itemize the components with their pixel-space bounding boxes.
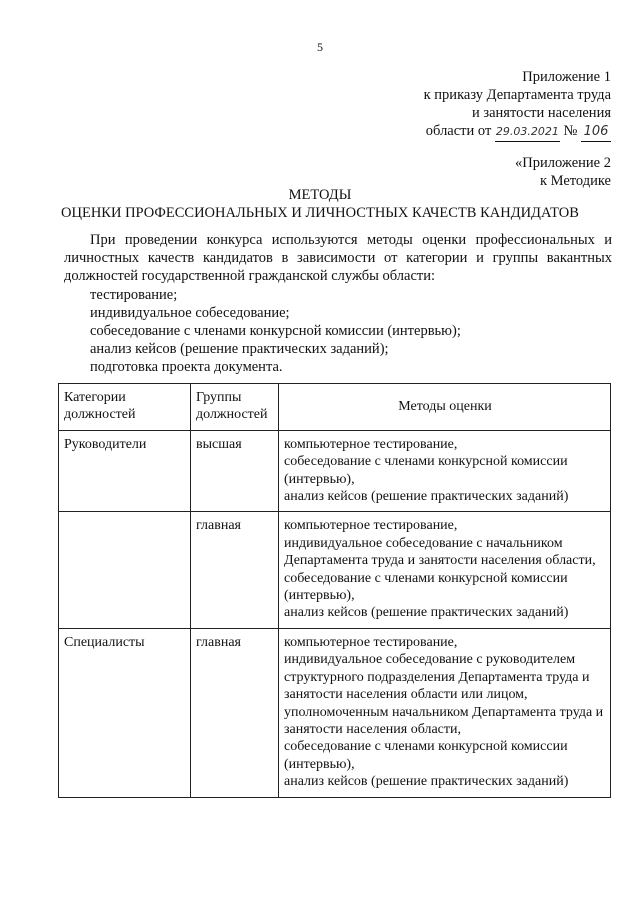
cell-category: Специалисты [59, 628, 191, 797]
annex2-line1: «Приложение 2 [515, 155, 611, 171]
method-line: компьютерное тестирование, [284, 634, 458, 650]
table-row [59, 628, 611, 797]
table-row [59, 430, 611, 512]
table-header-row [59, 384, 611, 431]
cell-methods [279, 628, 611, 797]
cell-category: Руководители [59, 430, 191, 512]
list-item: анализ кейсов (решение практических заданий); [90, 341, 389, 358]
cell-group: главная [191, 512, 279, 628]
document-title [0, 186, 640, 222]
method-line: анализ кейсов (решение практических заданий) [284, 605, 569, 621]
method-line: компьютерное тестирование, [284, 518, 458, 534]
header-category: Категории должностей [59, 384, 191, 431]
method-line: собеседование с членами конкурсной комиссии (интервью), [284, 739, 568, 772]
methods-list [64, 286, 612, 377]
method-line: собеседование с членами конкурсной комиссии (интервью), [284, 454, 568, 487]
cell-methods [279, 430, 611, 512]
order-date: 29.03.2021 [495, 123, 560, 142]
list-item: подготовка проекта документа. [90, 359, 283, 376]
number-sign: № [563, 123, 578, 139]
annex2-header [515, 154, 611, 190]
list-item: тестирование; [90, 286, 178, 303]
method-line: анализ кейсов (решение практических заданий) [284, 774, 569, 790]
title-line2: ОЦЕНКИ ПРОФЕССИОНАЛЬНЫХ И ЛИЧНОСТНЫХ КАЧЕСТВ КАНДИДАТОВ [61, 205, 579, 221]
annex1-line4-prefix: области от [425, 123, 492, 139]
method-line: анализ кейсов (решение практических заданий) [284, 489, 569, 505]
annex1-line4 [424, 122, 611, 142]
cell-methods [279, 512, 611, 628]
method-line: индивидуальное собеседование с руководителем структурного подразделения Департамента труда и занятости населения области или лицом, уполномоченным начальником Департамента труда и занятости населения области, [284, 652, 604, 737]
method-line: собеседование с членами конкурсной комиссии (интервью), [284, 570, 568, 604]
annex2-line2: к Методике [539, 173, 611, 189]
list-item: индивидуальное собеседование; [90, 304, 290, 321]
cell-group: высшая [191, 430, 279, 512]
methods-table [58, 383, 611, 798]
annex1-line2: к приказу Департамента труда [423, 87, 611, 103]
page-number: 5 [317, 40, 323, 54]
annex1-line3: и занятости населения [472, 105, 611, 121]
cell-category [59, 512, 191, 628]
method-line: индивидуальное собеседование с начальником Департамента труда и занятости населения области, [284, 535, 596, 569]
annex1-header [424, 68, 611, 142]
intro-section [64, 231, 612, 377]
annex1-line1: Приложение 1 [522, 69, 611, 85]
header-group: Группы должностей [191, 384, 279, 431]
table-row [59, 512, 611, 628]
order-number: 106 [581, 123, 611, 142]
title-line1: МЕТОДЫ [288, 187, 352, 203]
list-item: собеседование с членами конкурсной комиссии (интервью); [90, 323, 461, 340]
method-line: компьютерное тестирование, [284, 436, 458, 452]
cell-group: главная [191, 628, 279, 797]
intro-paragraph: При проведении конкурса используются методы оценки профессиональных и личностных качеств кандидатов в зависимости от категории и группы вакантных должностей государственной гражданской службы области: [64, 232, 612, 285]
header-methods: Методы оценки [279, 384, 611, 431]
